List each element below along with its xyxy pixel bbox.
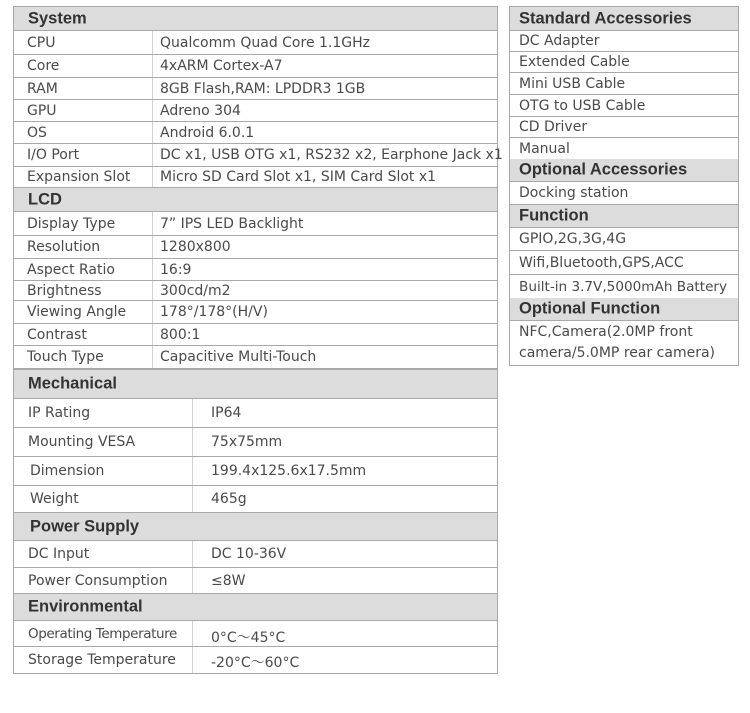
spec-value: 75x75mm: [211, 434, 283, 450]
spec-label: Contrast: [27, 326, 87, 343]
spec-label: Mounting VESA: [28, 434, 136, 450]
table-row-ip-rating: [14, 399, 497, 428]
table-row-expansion-slot: [14, 167, 497, 188]
spec-value: Qualcomm Quad Core 1.1GHz: [160, 34, 370, 51]
spec-value: 199.4x125.6x17.5mm: [211, 463, 367, 479]
list-item-label: Built-in 3.7V,5000mAh Battery: [519, 278, 728, 295]
table-row-io-port: [14, 144, 503, 167]
section-header-optional-accessories: [510, 159, 738, 182]
spec-label: Resolution: [27, 239, 101, 255]
spec-value: Capacitive Multi-Touch: [160, 349, 317, 365]
list-item-label: NFC,Camera(2.0MP front camera/5.0MP rear camera): [519, 324, 715, 361]
section-header-function: [510, 205, 738, 228]
spec-table-mechanical-power-env: [13, 369, 498, 674]
table-row-os: [14, 122, 497, 144]
spec-value: 16:9: [160, 261, 192, 278]
spec-label: I/O Port: [27, 147, 80, 163]
accessories-function-table: [509, 6, 739, 366]
list-item-nfc-camera: [510, 321, 738, 365]
table-row-resolution: [14, 236, 497, 259]
section-title: Function: [519, 206, 589, 225]
spec-value: ≤8W: [211, 572, 246, 589]
table-row-mounting-vesa: [14, 428, 497, 457]
list-item-wifi-bluetooth: [510, 251, 738, 275]
spec-label: Weight: [30, 491, 79, 507]
spec-value: DC x1, USB OTG x1, RS232 x2, Earphone Jack x1: [160, 147, 503, 163]
section-header-system: [14, 7, 497, 31]
spec-value: 4xARM Cortex-A7: [160, 58, 283, 74]
list-item-label: Extended Cable: [519, 54, 630, 70]
spec-value: 300cd/m2: [160, 282, 231, 299]
section-header-environmental: [14, 594, 497, 621]
section-header-mechanical: [14, 370, 497, 399]
table-row-brightness: [14, 281, 497, 301]
list-item-label: Docking station: [519, 185, 629, 201]
table-row-viewing-angle: [14, 301, 497, 324]
table-row-contrast: [14, 324, 497, 346]
list-item-label: Manual: [519, 140, 570, 157]
table-row-dc-input: [14, 541, 497, 568]
list-item-label: CD Driver: [519, 119, 588, 135]
spec-label: Touch Type: [27, 349, 104, 365]
section-title: System: [28, 9, 87, 27]
spec-value: -20°C～60°C: [211, 655, 300, 672]
list-item-manual: [510, 138, 738, 159]
section-header-lcd: [14, 188, 497, 212]
list-item-label: Wifi,Bluetooth,GPS,ACC: [519, 254, 684, 271]
table-row-ram: [14, 78, 497, 100]
list-item-otg-to-usb-cable: [510, 95, 738, 117]
spec-label: Brightness: [27, 282, 102, 299]
section-header-power-supply: [14, 513, 497, 541]
spec-value: Micro SD Card Slot x1, SIM Card Slot x1: [160, 169, 437, 185]
spec-label: CPU: [27, 34, 56, 51]
spec-value: Android 6.0.1: [160, 124, 255, 141]
spec-label: GPU: [27, 102, 57, 119]
spec-label: Aspect Ratio: [27, 261, 115, 278]
section-title: Standard Accessories: [519, 9, 692, 27]
spec-value: 0°C～45°C: [211, 629, 286, 646]
section-title: Power Supply: [30, 517, 140, 535]
spec-label: Dimension: [30, 463, 105, 479]
section-title: LCD: [28, 190, 62, 208]
spec-label: DC Input: [28, 546, 90, 562]
table-row-core: [14, 55, 497, 78]
spec-value: IP64: [211, 405, 242, 421]
list-item-label: DC Adapter: [519, 33, 600, 49]
spec-label: Core: [27, 58, 60, 74]
spec-value: 178°/178°(H/V): [160, 304, 268, 320]
spec-value: Adreno 304: [160, 102, 241, 119]
spec-label: Display Type: [27, 215, 116, 232]
list-item-battery: [510, 275, 738, 298]
spec-label: Viewing Angle: [27, 304, 127, 320]
table-row-storage-temperature: [14, 647, 497, 673]
table-row-cpu: [14, 31, 497, 55]
spec-label: Expansion Slot: [27, 169, 131, 185]
table-row-operating-temperature: [14, 621, 497, 647]
list-item-label: Mini USB Cable: [519, 75, 626, 92]
spec-value: 8GB Flash,RAM: LPDDR3 1GB: [160, 80, 366, 97]
spec-value: 465g: [211, 491, 247, 507]
table-row-aspect-ratio: [14, 259, 497, 281]
spec-label: RAM: [27, 80, 58, 97]
table-row-power-consumption: [14, 568, 497, 594]
section-header-optional-function: [510, 298, 738, 321]
spec-value: 800:1: [160, 326, 201, 343]
section-title: Optional Function: [519, 299, 661, 318]
spec-value: DC 10-36V: [211, 546, 287, 562]
section-title: Environmental: [28, 597, 143, 616]
section-header-standard-accessories: [510, 7, 738, 31]
list-item-cd-driver: [510, 117, 738, 138]
spec-table-system-lcd: [13, 6, 503, 369]
table-row-gpu: [14, 100, 497, 122]
spec-value: 7” IPS LED Backlight: [160, 215, 304, 232]
table-row-display-type: [14, 212, 497, 236]
list-item-dc-adapter: [510, 31, 738, 52]
section-title: Mechanical: [28, 374, 117, 393]
list-item-extended-cable: [510, 52, 738, 73]
spec-label: OS: [27, 124, 47, 141]
list-item-mini-usb-cable: [510, 73, 738, 95]
table-row-weight: [14, 486, 497, 513]
spec-label: IP Rating: [28, 405, 91, 421]
spec-label: Operating Temperature: [28, 625, 177, 642]
table-row-dimension: [14, 457, 497, 486]
list-item-label: OTG to USB Cable: [519, 97, 646, 114]
spec-label: Power Consumption: [28, 572, 168, 589]
list-item-gpio: [510, 228, 738, 251]
list-item-docking-station: [510, 182, 738, 205]
table-row-touch-type: [14, 346, 497, 368]
section-title: Optional Accessories: [519, 160, 688, 179]
list-item-label: GPIO,2G,3G,4G: [519, 231, 627, 247]
spec-label: Storage Temperature: [28, 652, 176, 668]
spec-value: 1280x800: [160, 239, 231, 255]
